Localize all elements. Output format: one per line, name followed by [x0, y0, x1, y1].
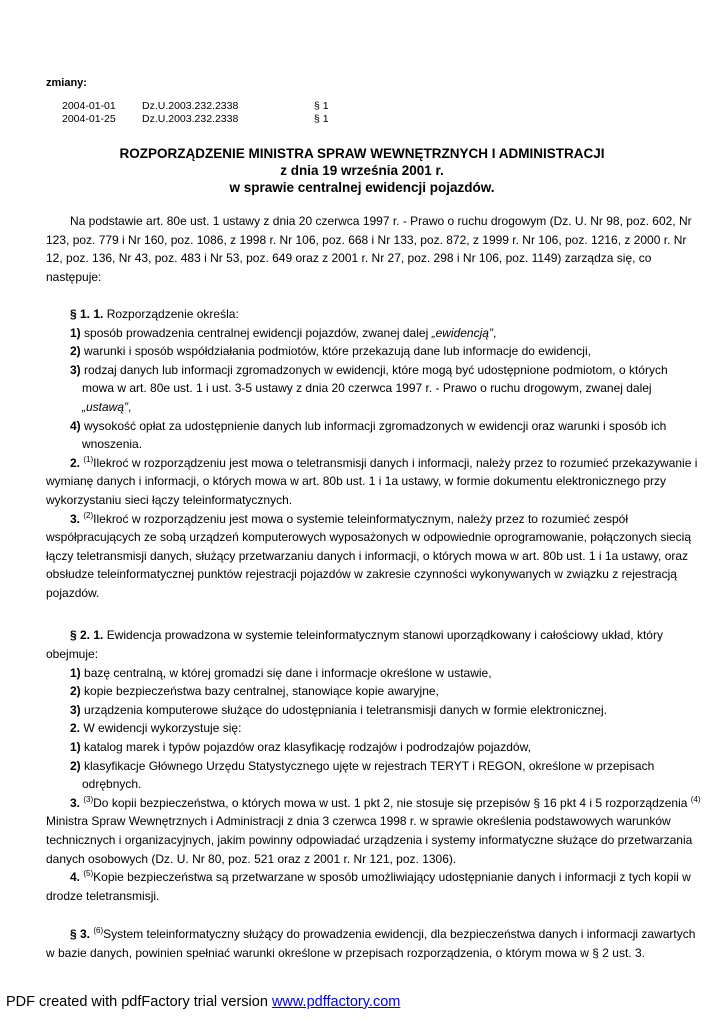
item-text: warunki i sposób współdziałania podmiotów, które przekazują dane lub informacje do ewidencji,	[84, 344, 591, 359]
changes-label: zmiany:	[46, 77, 87, 89]
item-text: sposób prowadzenia centralnej ewidencji pojazdów, zwanej dalej	[84, 325, 429, 340]
section-number: § 3.	[70, 927, 91, 942]
item-number: 2)	[70, 344, 81, 359]
preamble: Na podstawie art. 80e ust. 1 ustawy z dnia 20 czerwca 1997 r. - Prawo o ruchu drogowym (Dz. U. Nr 98, poz. 602, Nr 123, poz. 779 i Nr 160, poz. 1086, z 1998 r. Nr 106, poz. 668 i Nr 133, poz. 872, z 1999 r. Nr 106, poz. 1216, z 2000 r. Nr 12, poz. 136, Nr 43, poz. 483 i Nr 53, poz. 649 oraz z 2001 r. Nr 27, poz. 298 i Nr 106, poz. 1149) zarządza się, co następuje:	[46, 214, 692, 284]
punctuation: ,	[492, 325, 497, 340]
paragraph-number: 3.	[70, 511, 81, 526]
footer-text: PDF created with pdfFactory trial version	[6, 994, 268, 1010]
paragraph-text: Ilekroć w rozporządzeniu jest mowa o teletransmisji danych i informacji, należy przez to rozumieć przekazywanie i wymianę danych i informacji, o których mowa w art. 80b ust. 1 i 1a ustawy, w formie dokumentu elektronicznego przy wykorzystaniu sieci łączy teleinformatycznych.	[46, 455, 698, 507]
title-line-2: z dnia 19 września 2001 r.	[280, 163, 444, 178]
document-title	[0, 145, 724, 196]
item-number: 3)	[70, 702, 81, 717]
footnote-ref: (1)	[83, 454, 94, 464]
change-date: 2004-01-25	[62, 113, 116, 125]
paragraph-text: Ilekroć w rozporządzeniu jest mowa o systemie teleinformatycznym, należy przez to rozumieć zespół współpracujących ze sobą urządzeń komputerowych wyposażonych w odpowiednie oprogramowanie, połączonych siecią łączy teletransmisji danych, służący przetwarzaniu danych i informacji, o których mowa w art. 80b ust. 1 i 1a ustawy, oraz obsłudze teleinformatycznej punktów rejestracji pojazdów w zakresie czynności wykonywanych w związku z rejestracją pojazdów.	[46, 511, 692, 600]
document-body	[46, 212, 702, 963]
item-text: klasyfikacje Głównego Urzędu Statystycznego ujęte w rejestrach TERYT i REGON, określone w przepisach odrębnych.	[82, 758, 655, 792]
paragraph-number: 2.	[70, 455, 81, 470]
footnote-ref: (6)	[93, 926, 104, 936]
paragraph-text: System teleinformatyczny służący do prowadzenia ewidencji, dla bezpieczeństwa danych i informacji zawartych w bazie danych, powinien spełniać warunki określone w przepisach rozporządzenia, o którym mowa w § 2 ust. 3.	[46, 927, 696, 960]
paragraph-text: Ewidencja prowadzona w systemie teleinformatycznym stanowi uporządkowany i całościowy układ, który obejmuje:	[46, 628, 663, 662]
paragraph-text: Do kopii bezpieczeństwa, o których mowa w ust. 1 pkt 2, nie stosuje się przepisów § 16 pkt 4 i 5 rozporządzenia	[93, 795, 688, 810]
paragraph-text: Ministra Spraw Wewnętrznych i Administracji z dnia 3 czerwca 1998 r. w sprawie określenia podstawowych warunków technicznych i organizacyjnych, jakim powinny odpowiadać urządzenia i systemy informatyczne służące do przetwarzania danych osobowych (Dz. U. Nr 80, poz. 521 oraz z 2001 r. Nr 121, poz. 1306).	[46, 814, 693, 866]
footnote-ref: (3)	[83, 794, 94, 804]
change-paragraph: § 1	[314, 100, 329, 112]
section-2	[46, 626, 702, 905]
paragraph-number: 3.	[70, 795, 81, 810]
item-text: bazę centralną, w której gromadzi się dane i informacje określone w ustawie,	[84, 665, 492, 680]
paragraph-text: Rozporządzenie określa:	[106, 306, 239, 321]
paragraph-number: 4.	[70, 870, 81, 885]
section-number: § 2. 1.	[70, 628, 104, 643]
change-paragraph: § 1	[314, 113, 329, 125]
change-reference: Dz.U.2003.232.2338	[142, 100, 239, 112]
item-text: kopie bezpieczeństwa bazy centralnej, stanowiące kopie awaryjne,	[84, 684, 439, 699]
footnote-ref: (2)	[83, 510, 94, 520]
item-text: wysokość opłat za udostępnienie danych lub informacji zgromadzonych w ewidencji oraz warunki i sposób ich wnoszenia.	[82, 418, 667, 452]
pdf-footer	[6, 994, 400, 1010]
section-number: § 1. 1.	[70, 306, 104, 321]
paragraph-text: Kopie bezpieczeństwa są przetwarzane w sposób umożliwiający udostępnianie danych i informacji z tych kopii w drodze teletransmisji.	[46, 870, 691, 903]
title-line-1: ROZPORZĄDZENIE MINISTRA SPRAW WEWNĘTRZNYCH I ADMINISTRACJI	[119, 146, 605, 161]
item-number: 2)	[70, 758, 81, 773]
paragraph-number: 2.	[70, 721, 81, 736]
section-3	[46, 925, 702, 962]
pdffactory-link[interactable]: www.pdffactory.com	[271, 994, 401, 1010]
item-text: rodzaj danych lub informacji zgromadzonych w ewidencji, które mogą być udostępnione podmiotom, o których mowa w art. 80e ust. 1 i ust. 3-5 ustawy z dnia 20 czerwca 1997 r. - Prawo o ruchu drogowym, zwanej dalej	[82, 362, 668, 396]
footnote-ref: (4)	[690, 794, 701, 804]
change-date: 2004-01-01	[62, 100, 116, 112]
item-text: katalog marek i typów pojazdów oraz klasyfikację rodzajów i podrodzajów pojazdów,	[84, 740, 531, 755]
item-text: urządzenia komputerowe służące do udostępniania i teletransmisji danych w formie elektronicznej.	[84, 702, 607, 717]
change-reference: Dz.U.2003.232.2338	[142, 113, 239, 125]
item-number: 3)	[70, 362, 81, 377]
paragraph-text: W ewidencji wykorzystuje się:	[83, 721, 242, 736]
item-number: 1)	[70, 740, 81, 755]
defined-term: „ustawą”	[82, 399, 129, 414]
defined-term: „ewidencją”	[431, 325, 493, 340]
title-line-3: w sprawie centralnej ewidencji pojazdów.	[229, 180, 495, 195]
item-number: 1)	[70, 325, 81, 340]
item-number: 1)	[70, 665, 81, 680]
section-1	[46, 305, 702, 603]
footnote-ref: (5)	[83, 869, 94, 879]
item-number: 4)	[70, 418, 81, 433]
item-number: 2)	[70, 684, 81, 699]
punctuation: ,	[128, 399, 132, 414]
